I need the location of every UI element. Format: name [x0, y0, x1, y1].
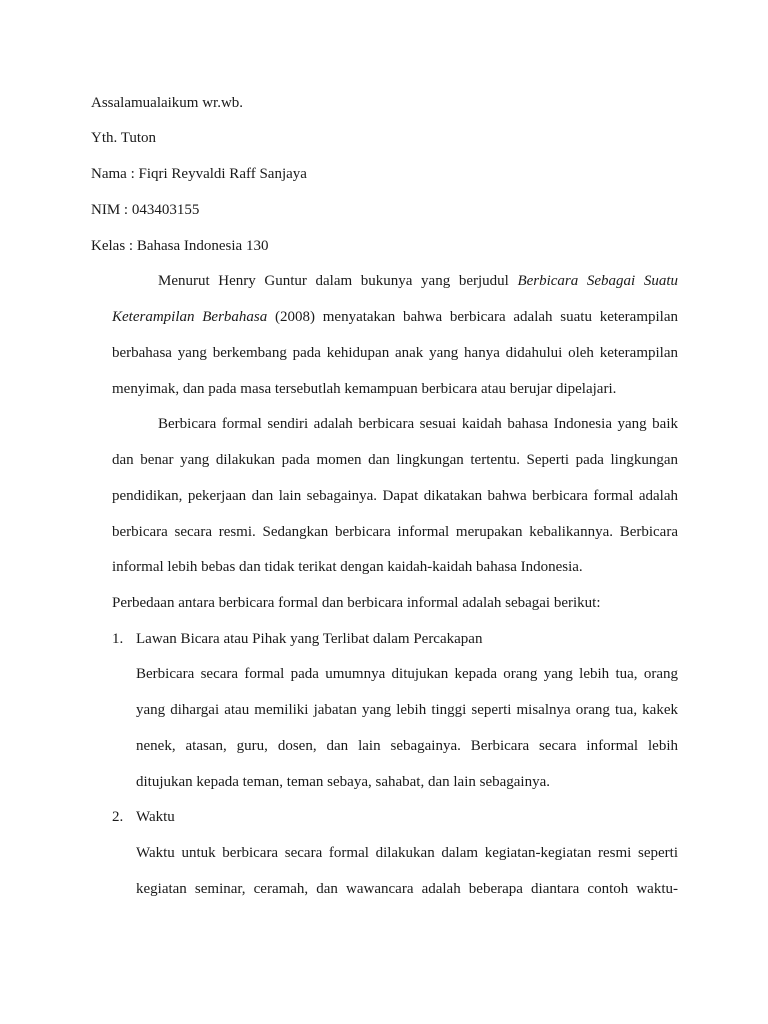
list-item2-line1: Waktu untuk berbicara secara formal dilakukan dalam kegiatan-kegiatan resmi seperti — [136, 845, 678, 861]
paragraph2-line2: dan benar yang dilakukan pada momen dan lingkungan tertentu. Seperti pada lingkungan — [112, 452, 678, 468]
paragraph2-line5: informal lebih bebas dan tidak terikat dengan kaidah-kaidah bahasa Indonesia. — [112, 559, 583, 575]
list-item1-line3: nenek, atasan, guru, dosen, dan lain sebagainya. Berbicara secara informal lebih — [136, 738, 678, 754]
paragraph2-line1: Berbicara formal sendiri adalah berbicara sesuai kaidah bahasa Indonesia yang baik — [158, 416, 678, 432]
paragraph1-line1 — [158, 272, 678, 290]
paragraph1-text: (2008) menyatakan bahwa berbicara adalah suatu keterampilan — [267, 309, 678, 325]
paragraph1-text: Menurut Henry Guntur dalam bukunya yang berjudul — [158, 273, 518, 289]
list-item1-line2: yang dihargai atau memiliki jabatan yang lebih tinggi seperti misalnya orang tua, kakek — [136, 702, 678, 718]
list-item2-line2: kegiatan seminar, ceramah, dan wawancara adalah beberapa diantara contoh waktu- — [136, 881, 678, 897]
list-intro: Perbedaan antara berbicara formal dan berbicara informal adalah sebagai berikut: — [112, 595, 601, 611]
recipient-line: Yth. Tuton — [91, 130, 157, 146]
paragraph2-line3: pendidikan, pekerjaan dan lain sebagainya. Dapat dikatakan bahwa berbicara formal adalah — [112, 488, 678, 504]
paragraph2-line4: berbicara secara resmi. Sedangkan berbicara informal merupakan kebalikannya. Berbicara — [112, 524, 678, 540]
list-item1-line1: Berbicara secara formal pada umumnya ditujukan kepada orang yang lebih tua, orang — [136, 666, 678, 682]
name-line: Nama : Fiqri Reyvaldi Raff Sanjaya — [91, 166, 307, 182]
list-item1-line4: ditujukan kepada teman, teman sebaya, sahabat, dan lain sebagainya. — [136, 774, 551, 790]
paragraph1-line4: menyimak, dan pada masa tersebutlah kemampuan berbicara atau berujar dipelajari. — [112, 381, 617, 397]
greeting-line: Assalamualaikum wr.wb. — [91, 95, 244, 111]
book-title-part1: Berbicara Sebagai Suatu — [517, 273, 678, 289]
list-number-2: 2. — [112, 809, 124, 825]
list-title-2: Waktu — [136, 809, 175, 825]
paragraph1-line2 — [112, 308, 678, 326]
paragraph1-line3: berbahasa yang berkembang pada kehidupan anak yang hanya didahului oleh keterampilan — [112, 345, 678, 361]
list-title-1: Lawan Bicara atau Pihak yang Terlibat dalam Percakapan — [136, 631, 483, 647]
book-title-part2: Keterampilan Berbahasa — [112, 309, 268, 325]
class-line: Kelas : Bahasa Indonesia 130 — [91, 238, 269, 254]
list-number-1: 1. — [112, 631, 124, 647]
nim-line: NIM : 043403155 — [91, 202, 200, 218]
